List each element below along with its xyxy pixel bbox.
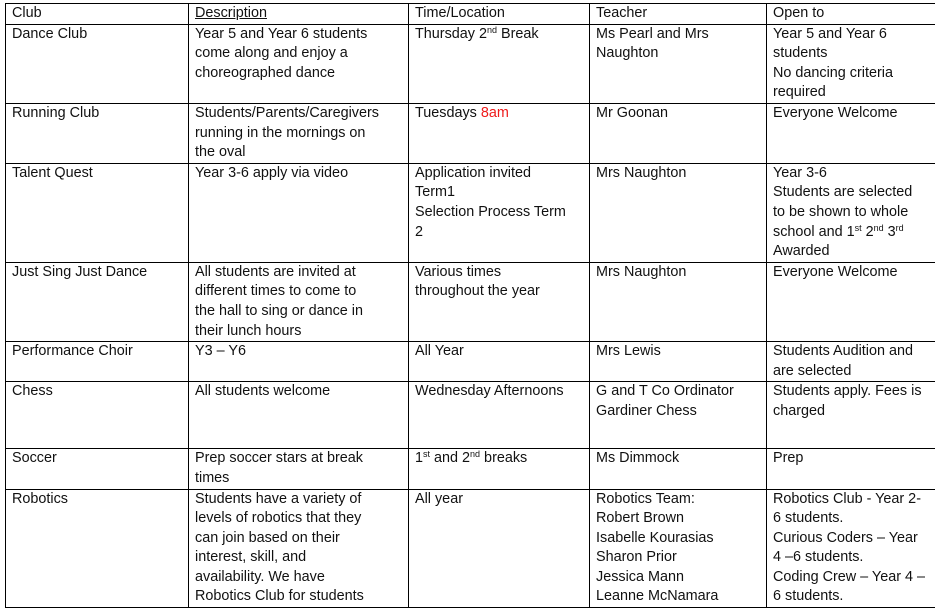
description-cell: All students welcome [189,382,409,449]
club-cell: Performance Choir [6,342,189,382]
description-cell: Students/Parents/Caregivers running in the mornings on the oval [189,103,409,163]
club-cell: Running Club [6,103,189,163]
teacher-cell: Mrs Naughton [590,262,767,341]
table-row [6,103,935,163]
time-cell: Application invited Term1 Selection Process Term 2 [409,163,590,262]
open-to-cell: Prep [767,449,935,489]
teacher-cell: Mrs Naughton [590,163,767,262]
teacher-cell: G and T Co Ordinator Gardiner Chess [590,382,767,449]
table-row [6,163,935,262]
table-row [6,449,935,489]
teacher-cell: Ms Pearl and Mrs Naughton [590,24,767,103]
teacher-cell: Mrs Lewis [590,342,767,382]
header-row [6,4,935,25]
open-to-cell: Students Audition and are selected [767,342,935,382]
open-to-cell: Students apply. Fees is charged [767,382,935,449]
club-cell: Dance Club [6,24,189,103]
time-highlight: 8am [481,105,509,121]
teacher-cell: Ms Dimmock [590,449,767,489]
clubs-table [5,3,935,608]
open-to-cell: Everyone Welcome [767,103,935,163]
description-cell: Y3 – Y6 [189,342,409,382]
open-to-cell: Year 5 and Year 6 students No dancing criteria required [767,24,935,103]
header-teacher: Teacher [590,4,767,25]
time-cell: Thursday 2nd Break [409,24,590,103]
time-cell: 1st and 2nd breaks [409,449,590,489]
description-cell: Students have a variety of levels of robotics that they can join based on their interest, skill, and availability. We have Robotics Club for students [189,489,409,608]
open-to-cell: Robotics Club - Year 2- 6 students. Curious Coders – Year 4 –6 students. Coding Crew – Year 4 – 6 students. [767,489,935,608]
time-cell: All year [409,489,590,608]
description-cell: Year 3-6 apply via video [189,163,409,262]
table-row [6,24,935,103]
time-cell: Various times throughout the year [409,262,590,341]
table-row [6,489,935,608]
header-time-location: Time/Location [409,4,590,25]
time-cell: All Year [409,342,590,382]
club-cell: Robotics [6,489,189,608]
club-cell: Just Sing Just Dance [6,262,189,341]
teacher-cell: Robotics Team: Robert Brown Isabelle Kourasias Sharon Prior Jessica Mann Leanne McNamara [590,489,767,608]
description-cell: All students are invited at different times to come to the hall to sing or dance in their lunch hours [189,262,409,341]
header-club: Club [6,4,189,25]
table-row [6,382,935,449]
time-cell: Wednesday Afternoons [409,382,590,449]
club-cell: Chess [6,382,189,449]
open-to-cell: Year 3-6 Students are selected to be shown to whole school and 1st 2nd 3rd Awarded [767,163,935,262]
header-open-to: Open to [767,4,935,25]
table-row [6,342,935,382]
club-cell: Talent Quest [6,163,189,262]
header-description: Description [189,4,409,25]
time-cell: Tuesdays 8am [409,103,590,163]
teacher-cell: Mr Goonan [590,103,767,163]
description-cell: Prep soccer stars at break times [189,449,409,489]
open-to-cell: Everyone Welcome [767,262,935,341]
club-cell: Soccer [6,449,189,489]
table-row [6,262,935,341]
description-cell: Year 5 and Year 6 students come along and enjoy a choreographed dance [189,24,409,103]
